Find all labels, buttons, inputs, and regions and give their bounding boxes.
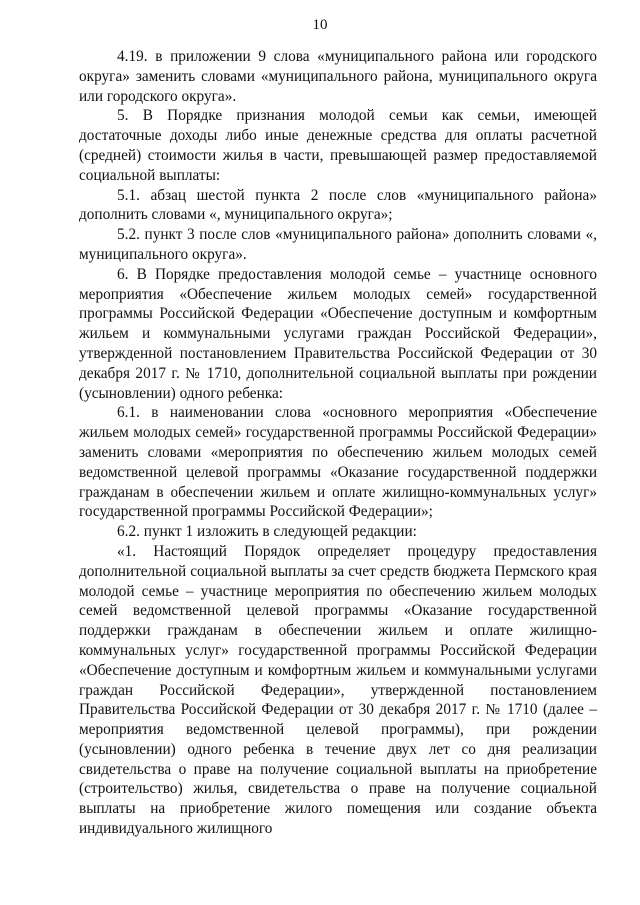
paragraph-5-1: 5.1. абзац шестой пункта 2 после слов «муниципального района» дополнить словами «, муниципального округа»; [79,186,597,224]
paragraph-5-2: 5.2. пункт 3 после слов «муниципального района» дополнить словами «, муниципального округа». [79,226,597,263]
paragraph-5: 5. В Порядке признания молодой семьи как семьи, имеющей достаточные доходы либо иные денежные средства для оплаты расчетной (средней) стоимости жилья в части, превышающей размер предоставляемой социальной выплаты: [79,107,597,184]
page-number: 10 [312,17,328,33]
paragraph-6: 6. В Порядке предоставления молодой семье – участнице основного мероприятия «Обеспечение жильем молодых семей» государственной программы Российской Федерации «Обеспечение доступным и комфортным жильем и коммунальными услугами граждан Российской Федерации», утвержденной постановлением Правительства Российской Федерации от 30 декабря 2017 г. № 1710, дополнительной социальной выплаты при рождении (усыновлении) одного ребенка: [79,265,597,402]
document-body [79,47,597,839]
paragraph-4-19: 4.19. в приложении 9 слова «муниципального района или городского округа» заменить словами «муниципального района, муниципального округа или городского округа». [79,48,597,105]
paragraph-6-2: 6.2. пункт 1 изложить в следующей редакции: [117,523,417,541]
quoted-paragraph-1: «1. Настоящий Порядок определяет процедуру предоставления дополнительной социальной выплаты за счет средств бюджета Пермского края молодой семье – участнице мероприятия по обеспечению жильем молодых семей ведомственной целевой программы «Оказание государственной поддержки гражданам в обеспечении жильем и оплате жилищно-коммунальных услуг» государственной программы Российской Федерации «Обеспечение доступным и комфортным жильем и коммунальными услугами граждан Российской Федерации», утвержденной постановлением Правительства Российской Федерации от 30 декабря 2017 г. № 1710 (далее – мероприятия ведомственной целевой программы), при рождении (усыновлении) одного ребенка в течение двух лет со дня реализации свидетельства о праве на получение социальной выплаты на приобретение (строительство) жилья, свидетельства о праве на получение социальной выплаты на приобретение жилого помещения или создание объекта индивидуального жилищного [79,542,597,838]
paragraph-6-1: 6.1. в наименовании слова «основного мероприятия «Обеспечение жильем молодых семей» государственной программы Российской Федерации» заменить словами «мероприятия по обеспечению жильем молодых семей ведомственной целевой программы «Оказание государственной поддержки гражданам в обеспечении жильем и оплате жилищно-коммунальных услуг» государственной программы Российской Федерации»; [79,404,597,521]
